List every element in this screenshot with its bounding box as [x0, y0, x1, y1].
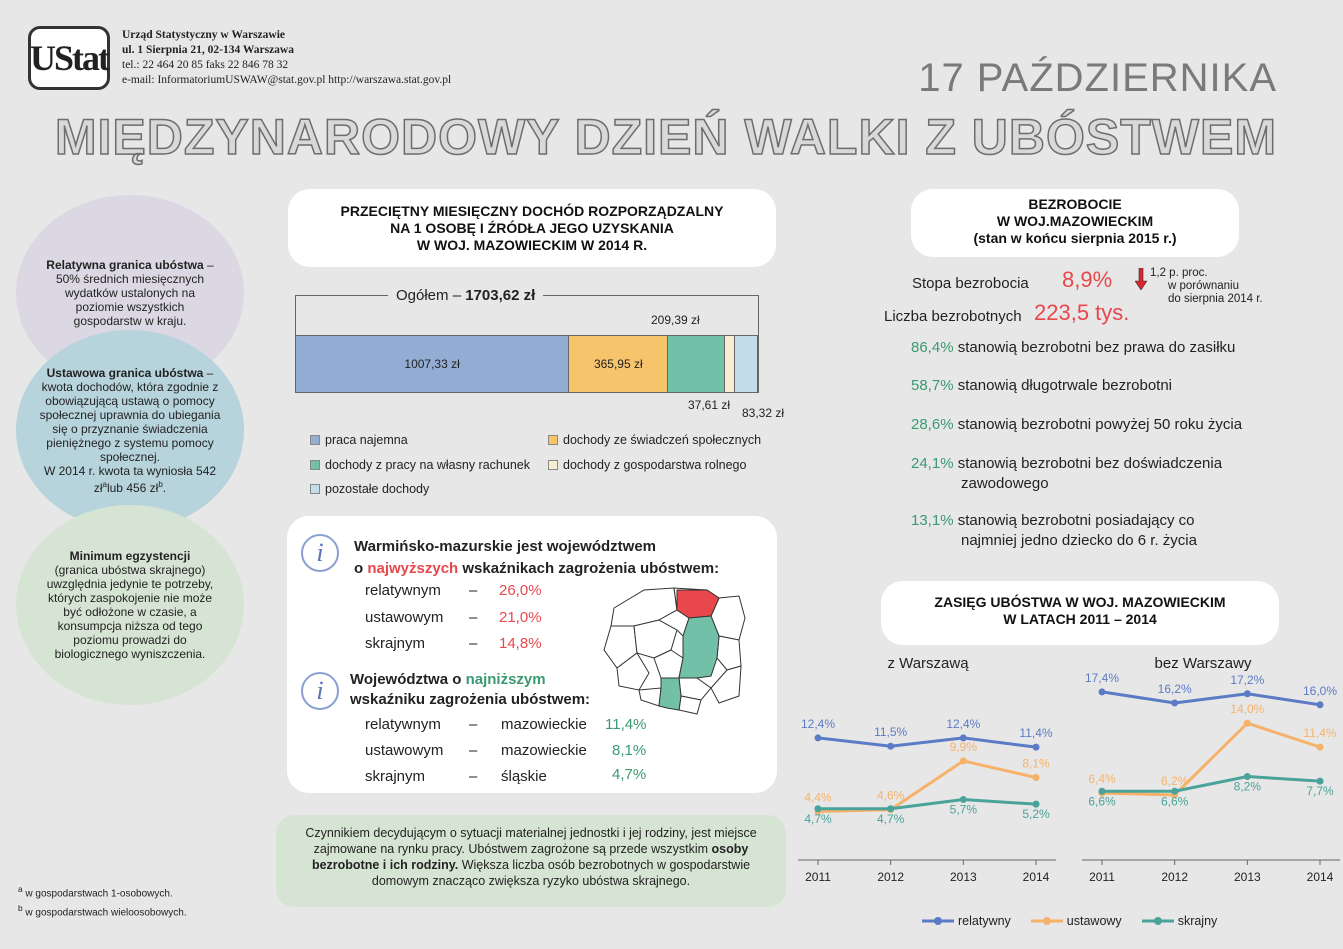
circle-minimum — [16, 505, 244, 705]
data-label-skrajny: 5,7% — [949, 802, 978, 817]
note-box — [276, 815, 786, 907]
legend-skrajny — [1142, 914, 1218, 928]
income-total — [388, 287, 543, 304]
low-row-rel-label: relatywnym — [365, 716, 441, 733]
statutory-text: – kwota dochodów, która zgodnie z obowiązującą ustawą o pomocy społecznej uprawnia do ubiegania się o przyznanie świadczenia pieniężnego z systemu pomocy społecznej. — [39, 365, 221, 464]
rate-value: 8,9% — [1062, 267, 1113, 292]
data-label-ustawowy: 11,4% — [1303, 726, 1337, 741]
stat-text: stanowią bezrobotni bez doświadczenia — [953, 455, 1223, 472]
stat-pct: 58,7% — [911, 377, 954, 394]
unemp-title-3: (stan w końcu sierpnia 2015 r.) — [973, 230, 1177, 246]
info-icon: i — [301, 534, 339, 572]
stat-text-2: najmniej jedno dziecko do 6 r. życia — [961, 532, 1197, 549]
x-tick-label: 2012 — [1161, 870, 1189, 884]
stat-row — [911, 511, 1197, 551]
sup-a: a — [102, 479, 107, 489]
data-label-ustawowy: 6,2% — [1160, 773, 1189, 788]
legend-label: pozostałe dochody — [325, 482, 430, 496]
legend-pozostale — [310, 482, 429, 496]
info-low-l2: wskaźniku zagrożenia ubóstwem: — [350, 691, 591, 708]
series-line-skrajny — [1102, 777, 1320, 792]
relative-title: Relatywna granica ubóstwa — [46, 258, 204, 272]
data-label-ustawowy: 8,1% — [1022, 756, 1050, 771]
info-high-l1: Warmińsko-mazurskie jest województwem — [354, 538, 657, 555]
map-region — [717, 636, 741, 670]
high-row-skr-dash: – — [469, 635, 478, 652]
legend-label: dochody ze świadczeń społecznych — [563, 433, 762, 447]
legend-label: dochody z gospodarstwa rolnego — [563, 458, 747, 472]
data-label-relatywny: 17,4% — [1084, 670, 1120, 685]
high-row-skr-label: skrajnym — [365, 635, 426, 652]
x-tick-label: 2014 — [1022, 870, 1050, 884]
legend-swatch-green — [310, 460, 320, 470]
low-row-skr-value: 4,7% — [612, 766, 647, 783]
note-p1: Czynnikiem decydującym o sytuacji materialnej jednostki i jej rodziny, jest miejsce zajmowane na rynku pracy. Ubóstwem zagrożone są przede wszystkim — [305, 826, 757, 856]
data-label-skrajny: 6,6% — [1160, 794, 1189, 809]
income-total-label: Ogółem – — [396, 287, 466, 304]
legend-swiadczenia — [548, 433, 761, 447]
stat-row — [911, 454, 1222, 494]
high-row-rel-value: 26,0% — [499, 582, 542, 599]
income-bar-segment — [725, 336, 735, 392]
low-row-skr-dash: – — [469, 768, 478, 785]
info-low-word: najniższym — [465, 671, 546, 688]
rate-label: Stopa bezrobocia — [912, 275, 1029, 292]
data-label-ustawowy: 6,4% — [1088, 772, 1116, 787]
page-date: 17 PAŹDZIERNIKA — [918, 56, 1277, 100]
data-label-relatywny: 16,2% — [1157, 681, 1192, 696]
data-label-ustawowy: 4,4% — [804, 790, 832, 805]
count-label: Liczba bezrobotnych — [884, 308, 1022, 325]
high-row-ust-value: 21,0% — [499, 609, 542, 626]
rate-change-3: do sierpnia 2014 r. — [1168, 293, 1263, 305]
footnote-b-mark: b — [18, 903, 23, 914]
x-tick-label: 2014 — [1306, 870, 1334, 884]
count-value: 223,5 tys. — [1034, 300, 1130, 325]
phone: tel.: 22 464 20 85 faks 22 846 78 32 — [122, 59, 289, 71]
info-high-l2a: o — [354, 560, 368, 577]
legend-relatywny — [922, 914, 1011, 928]
note-bold: osoby bezrobotne i ich rodziny. — [311, 842, 749, 872]
statutory-extra-mid: lub 456 zł — [106, 480, 159, 495]
data-point-relatywny — [1244, 690, 1251, 697]
stat-pct: 86,4% — [911, 339, 954, 356]
legend-swatch-orange — [548, 435, 558, 445]
map-region-slaskie — [659, 678, 681, 710]
x-tick-label: 2013 — [949, 870, 977, 884]
data-point-relatywny — [1317, 701, 1324, 708]
legend-label: relatywny — [958, 914, 1011, 928]
low-row-skr-region: śląskie — [501, 768, 547, 785]
income-title-card — [288, 189, 776, 267]
statutory-extra-end: . — [162, 480, 167, 495]
ustat-logo — [28, 26, 110, 90]
unemployment-title-card — [911, 189, 1239, 257]
data-point-relatywny — [1171, 699, 1178, 706]
data-point-ustawowy — [1244, 720, 1251, 727]
high-row-rel-label: relatywnym — [365, 582, 441, 599]
income-bar-segment — [735, 336, 758, 392]
low-row-rel-dash: – — [469, 716, 478, 733]
data-label-skrajny: 4,7% — [804, 811, 832, 826]
info-low-heading — [350, 670, 590, 710]
stat-pct: 28,6% — [911, 416, 954, 433]
info-card — [287, 516, 777, 793]
map-region — [711, 666, 741, 703]
rate-change-1: 1,2 p. proc. — [1150, 267, 1208, 279]
low-row-ust-label: ustawowym — [365, 742, 444, 759]
stat-row — [911, 415, 1242, 435]
low-row-ust-value: 8,1% — [612, 742, 647, 759]
rate-change-2: w porównaniu — [1168, 280, 1239, 292]
stat-text: stanowią bezrobotni bez prawa do zasiłku — [953, 339, 1236, 356]
income-title-1: PRZECIĘTNY MIESIĘCZNY DOCHÓD ROZPORZĄDZALNY — [340, 203, 724, 219]
logo-text: UStat — [30, 38, 108, 78]
email[interactable]: e-mail: InformatoriumUSWAW@stat.gov.pl http://warszawa.stat.gov.pl — [122, 74, 452, 86]
legend-swatch-blue — [310, 435, 320, 445]
statutory-title: Ustawowa granica ubóstwa — [46, 365, 204, 380]
legend-label: skrajny — [1177, 914, 1218, 928]
low-row-ust-region: mazowieckie — [501, 742, 587, 759]
stat-text: stanowią długotrwale bezrobotni — [953, 377, 1173, 394]
data-label-skrajny: 7,7% — [1306, 784, 1334, 799]
legend-label: dochody z pracy na własny rachunek — [325, 458, 530, 472]
data-label-ustawowy: 14,0% — [1230, 702, 1265, 717]
info-high-l2c: wskaźnikach zagrożenia ubóstwem: — [458, 560, 720, 577]
data-label-relatywny: 11,5% — [874, 725, 908, 740]
legend-swatch-lightblue — [310, 484, 320, 494]
footnote-a: w gospodarstwach 1-osobowych. — [22, 888, 173, 900]
income-title-3: W WOJ. MAZOWIECKIM W 2014 R. — [416, 237, 648, 253]
label-37: 37,61 zł — [688, 398, 731, 412]
data-label-relatywny: 12,4% — [946, 716, 981, 731]
info-low-l1a: Województwa o — [350, 671, 466, 688]
label-83: 83,32 zł — [742, 406, 785, 420]
office-address — [122, 28, 451, 88]
info-high-heading — [354, 536, 719, 580]
stat-text: stanowią bezrobotni powyżej 50 roku życia — [953, 416, 1243, 433]
data-point-relatywny — [887, 743, 894, 750]
income-bar-segment — [668, 336, 725, 392]
legend-wlasny-rachunek — [310, 458, 530, 472]
low-row-rel-region: mazowieckie — [501, 716, 587, 733]
stat-text-2: zawodowego — [961, 475, 1049, 492]
stat-row — [911, 376, 1172, 396]
poverty-title-2: W LATACH 2011 – 2014 — [1003, 611, 1157, 627]
poland-map — [599, 578, 749, 716]
unemp-title-1: BEZROBOCIE — [1028, 196, 1122, 212]
footnote-a-mark: a — [18, 884, 23, 894]
series-line-relatywny — [1102, 692, 1320, 705]
data-point-ustawowy — [1033, 774, 1040, 781]
x-tick-label: 2013 — [1233, 870, 1261, 884]
income-total-value: 1703,62 zł — [465, 287, 536, 304]
income-bar-segment: 1007,33 zł — [296, 336, 569, 392]
stat-text: stanowią bezrobotni posiadający co — [953, 512, 1195, 529]
footnote-b: w gospodarstwach wieloosobowych. — [22, 907, 187, 919]
legend-line-teal — [1142, 916, 1174, 926]
chart-title: bez Warszawy — [1154, 655, 1252, 672]
legend-label: ustawowy — [1066, 914, 1122, 928]
data-label-relatywny: 11,4% — [1019, 726, 1053, 741]
data-label-ustawowy: 4,6% — [876, 788, 905, 803]
unemp-title-2: W WOJ.MAZOWIECKIM — [996, 213, 1154, 229]
legend-label: praca najemna — [325, 433, 408, 447]
circle-statutory — [16, 330, 244, 530]
data-label-skrajny: 5,2% — [1022, 807, 1050, 822]
data-label-relatywny: 16,0% — [1302, 683, 1338, 698]
x-tick-label: 2012 — [877, 870, 905, 884]
data-label-skrajny: 6,6% — [1088, 794, 1116, 809]
data-point-relatywny — [815, 734, 822, 741]
legend-ustawowy — [1031, 914, 1122, 928]
poverty-title-card — [881, 581, 1279, 645]
sup-b: b — [158, 479, 163, 489]
low-row-ust-dash: – — [469, 742, 478, 759]
label-209: 209,39 zł — [651, 313, 700, 327]
income-title-2: NA 1 OSOBĘ I ŹRÓDŁA JEGO UZYSKANIA — [390, 220, 674, 236]
legend-praca-najemna — [310, 433, 408, 447]
data-point-relatywny — [1033, 744, 1040, 751]
minimum-title: Minimum egzystencji — [69, 549, 191, 563]
info-high-word: najwyższych — [367, 560, 459, 577]
stat-pct: 13,1% — [911, 512, 954, 529]
relative-text: – 50% średnich miesięcznych wydatków ustalonych na poziomie wszystkich gospodarstw w kraju. — [55, 258, 214, 328]
arrow-down-icon — [1135, 268, 1147, 290]
chart-legend — [922, 914, 1217, 928]
page-title: MIĘDZYNARODOWY DZIEŃ WALKI Z UBÓSTWEM — [54, 109, 1277, 165]
low-row-skr-label: skrajnym — [365, 768, 426, 785]
legend-line-orange — [1031, 916, 1063, 926]
street-address: ul. 1 Sierpnia 21, 02-134 Warszawa — [122, 44, 294, 56]
map-region — [639, 688, 661, 706]
legend-rolne — [548, 458, 746, 472]
legend-swatch-cream — [548, 460, 558, 470]
footnotes — [18, 882, 187, 921]
data-point-ustawowy — [1317, 744, 1324, 751]
low-row-rel-value: 11,4% — [605, 716, 647, 733]
income-bar — [295, 335, 759, 393]
poverty-title-1: ZASIĘG UBÓSTWA W WOJ. MAZOWIECKIM — [934, 594, 1226, 610]
stat-row — [911, 338, 1235, 358]
minimum-text: (granica ubóstwa skrajnego) uwzględnia jedynie te potrzeby, których zaspokojenie nie może być odłożone w czasie, a konsumpcja niższa od tego poziomu prowadzi do biologicznego wyniszczenia. — [46, 563, 214, 661]
data-label-relatywny: 12,4% — [800, 716, 836, 731]
high-row-ust-dash: – — [469, 609, 478, 626]
x-tick-label: 2011 — [1089, 870, 1115, 884]
income-bar-segment: 365,95 zł — [569, 336, 668, 392]
series-line-relatywny — [818, 738, 1036, 747]
info-icon-2: i — [301, 672, 339, 710]
org-name: Urząd Statystyczny w Warszawie — [122, 29, 285, 41]
statutory-extra: W 2014 r. kwota ta wyniosła 542 zł — [43, 463, 217, 495]
note-p2: Większa liczba osób bezrobotnych w gospodarstwie domowym znacząco zwiększa ryzyko ubóstwa skrajnego. — [371, 858, 751, 888]
high-row-skr-value: 14,8% — [499, 635, 542, 652]
stat-pct: 24,1% — [911, 455, 954, 472]
high-row-ust-label: ustawowym — [365, 609, 444, 626]
data-point-relatywny — [1099, 688, 1106, 695]
series-line-skrajny — [818, 800, 1036, 809]
poverty-charts — [780, 648, 1343, 894]
data-label-skrajny: 8,2% — [1233, 779, 1262, 794]
data-label-relatywny: 17,2% — [1230, 672, 1265, 687]
data-label-ustawowy: 9,9% — [949, 739, 978, 754]
high-row-rel-dash: – — [469, 582, 478, 599]
legend-line-blue — [922, 916, 954, 926]
x-tick-label: 2011 — [805, 870, 831, 884]
chart-title: z Warszawą — [887, 655, 969, 672]
rate-change — [1150, 267, 1263, 306]
data-point-ustawowy — [960, 757, 967, 764]
data-label-skrajny: 4,7% — [876, 811, 905, 826]
